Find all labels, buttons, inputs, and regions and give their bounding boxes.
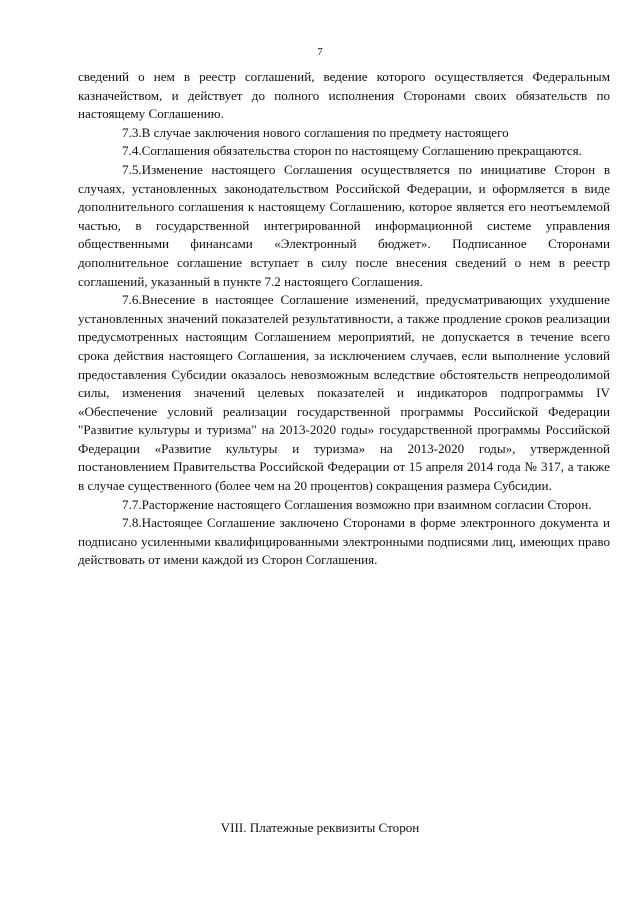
paragraph-text: Соглашения обязательства сторон по настоящему Соглашению прекращаются. bbox=[141, 143, 582, 159]
paragraph-number: 7.6. bbox=[122, 292, 142, 308]
section-heading: VIII. Платежные реквизиты Сторон bbox=[220, 820, 420, 835]
document-body bbox=[78, 68, 610, 570]
paragraph-text: сведений о нем в реестр соглашений, ведение которого осуществляется Федеральным казначейством, и действует до полного исполнения Сторонами своих обязательств по настоящему Соглашению. bbox=[78, 69, 610, 122]
paragraph-text: Внесение в настоящее Соглашение изменений, предусматривающих ухудшение установленных значений показателей результативности, а также продление сроков реализации предусмотренных настоящим Соглашением мероприятий, не допускается в течение всего срока действия настоящего Соглашения, за исключением случаев, если выполнение условий предоставления Субсидии оказалось невозможным вследствие обстоятельств непреодолимой силы, изменения значений целевых показателей и индикаторов подпрограммы IV «Обеспечение условий реализации государственной программы Российской Федерации "Развитие культуры и туризма" на 2013-2020 годы» государственной программы Российской Федерации «Развитие культуры и туризма» на 2013-2020 годы», утвержденной постановлением Правительства Российской Федерации от 15 апреля 2014 года № 317, а также в случае существенного (более чем на 20 процентов) сокращения размера Субсидии. bbox=[78, 292, 610, 494]
paragraph-text: Настоящее Соглашение заключено Сторонами в форме электронного документа и подписано усиленными квалифицированными электронными подписями лиц, имеющих право действовать от имени каждой из Сторон Соглашения. bbox=[78, 515, 610, 568]
paragraph-text: Изменение настоящего Соглашения осуществляется по инициативе Сторон в случаях, установленных законодательством Российской Федерации, и оформляется в виде дополнительного соглашения к настоящему Соглашению, которое является его неотъемлемой частью, в государственной интегрированной информационной системе управления общественными финансами «Электронный бюджет». Подписанное Сторонами дополнительное соглашение вступает в силу после внесения сведений о нем в реестр соглашений, указанный в пункте 7.2 настоящего Соглашения. bbox=[78, 161, 610, 289]
paragraph-7-5 bbox=[78, 161, 610, 291]
page-number: 7 bbox=[317, 46, 323, 58]
paragraph-7-2-continuation bbox=[78, 68, 610, 124]
paragraph-number: 7.8. bbox=[122, 515, 142, 531]
paragraph-text: В случае заключения нового соглашения по предмету настоящего bbox=[141, 124, 509, 140]
paragraph-number: 7.5. bbox=[122, 161, 142, 177]
paragraph-number: 7.3. bbox=[122, 124, 142, 140]
paragraph-number: 7.4. bbox=[122, 143, 142, 159]
paragraph-7-8 bbox=[78, 514, 610, 570]
paragraph-text: Расторжение настоящего Соглашения возможно при взаимном согласии Сторон. bbox=[141, 496, 592, 512]
paragraph-7-3 bbox=[78, 124, 610, 143]
paragraph-number: 7.7. bbox=[122, 496, 142, 512]
paragraph-7-4 bbox=[78, 142, 610, 161]
paragraph-7-6 bbox=[78, 291, 610, 496]
paragraph-7-7 bbox=[78, 496, 610, 515]
